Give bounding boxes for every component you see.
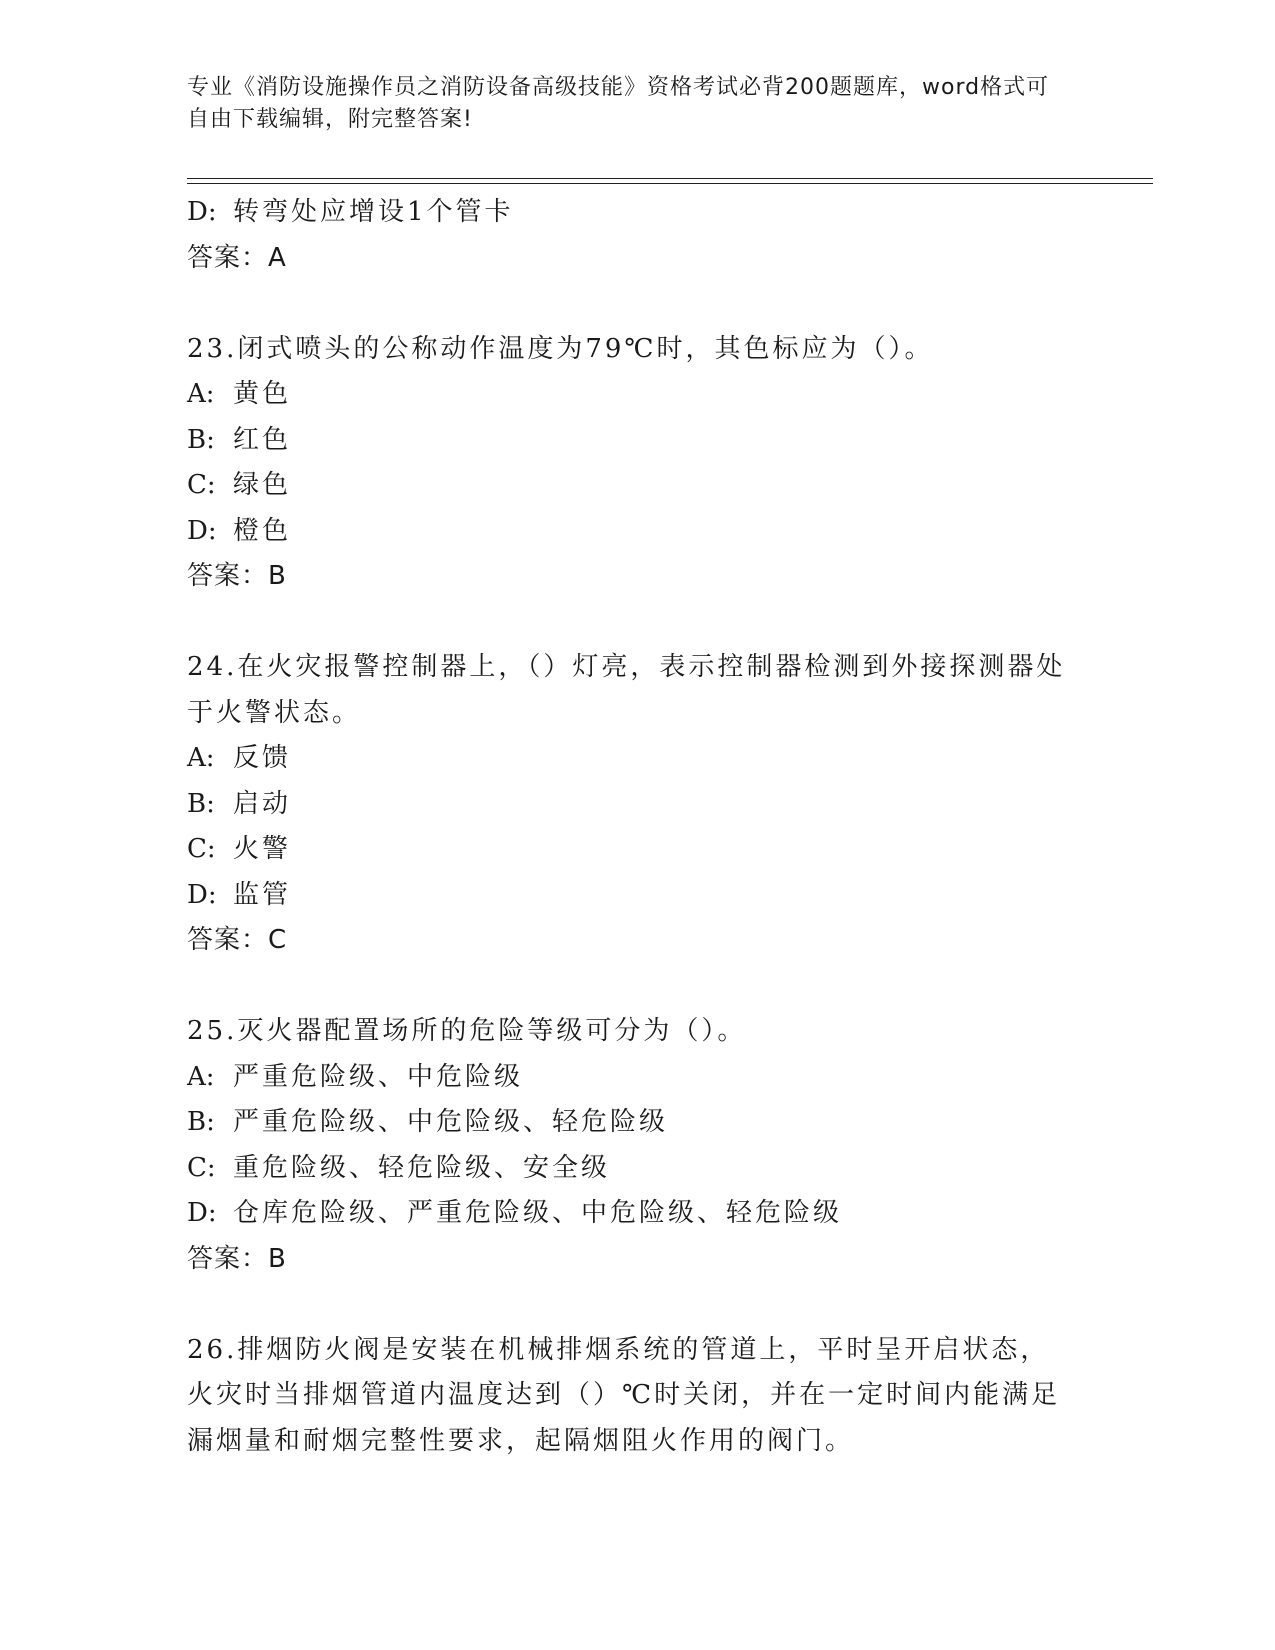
option-text: 仓库危险级、严重危险级、中危险级、轻危险级 (233, 1198, 843, 1228)
option-letter: D: (187, 197, 217, 227)
question-text: 24.在火灾报警控制器上，（）灯亮，表示控制器检测到外接探测器处于火警状态。 (187, 652, 1066, 728)
option-text: 启动 (233, 788, 292, 819)
option-d (187, 1191, 1087, 1237)
option-text: 黄色 (233, 379, 292, 409)
option-c (187, 1146, 1087, 1192)
option-letter: B: (187, 1107, 215, 1137)
document-body (187, 190, 1087, 1464)
option-letter: C: (187, 1152, 216, 1183)
option-d (187, 873, 1087, 919)
option-b (187, 782, 1087, 828)
option-text: 转弯处应增设1个管卡 (233, 197, 514, 227)
option-b (187, 418, 1087, 464)
option-text: 绿色 (233, 470, 292, 500)
option-c (187, 827, 1087, 873)
option-text: 严重危险级、中危险级 (233, 1061, 524, 1092)
question-answer: 答案：C (187, 925, 288, 955)
question-answer: 答案：B (187, 561, 287, 591)
document-header: 专业《消防设施操作员之消防设备高级技能》资格考试必背200题题库，word格式可自由下载编辑，附完整答案! (187, 75, 1050, 132)
prev-question-answer: 答案：A (187, 242, 287, 273)
prev-question-option-d (187, 190, 1087, 236)
question-23 (187, 327, 1087, 600)
question-text: 23.闭式喷头的公称动作温度为79℃时，其色标应为（）。 (187, 333, 934, 364)
option-a (187, 736, 1087, 782)
question-answer: 答案：B (187, 1243, 287, 1274)
option-a (187, 372, 1087, 418)
option-letter: D: (187, 1198, 217, 1228)
option-letter: A: (187, 743, 215, 773)
option-text: 红色 (233, 424, 292, 455)
option-letter: C: (187, 470, 216, 500)
header-rule-top (187, 178, 1153, 179)
option-letter: D: (187, 879, 217, 910)
option-letter: A: (187, 379, 215, 409)
option-d (187, 509, 1087, 555)
option-text: 橙色 (233, 515, 292, 546)
option-b (187, 1100, 1087, 1146)
option-c (187, 463, 1087, 509)
option-a (187, 1055, 1087, 1101)
option-text: 反馈 (233, 743, 292, 773)
question-26 (187, 1328, 1087, 1465)
question-24 (187, 645, 1087, 964)
header-rule-bottom (187, 183, 1153, 184)
option-letter: B: (187, 424, 215, 455)
option-letter: C: (187, 834, 216, 864)
option-text: 监管 (233, 879, 292, 910)
question-25 (187, 1009, 1087, 1282)
option-text: 火警 (233, 834, 292, 864)
option-letter: B: (187, 788, 215, 819)
question-text: 26.排烟防火阀是安装在机械排烟系统的管道上，平时呈开启状态，火灾时当排烟管道内温度达到（）℃时关闭，并在一定时间内能满足漏烟量和耐烟完整性要求，起隔烟阻火作用的阀门。 (187, 1334, 1061, 1456)
option-text: 重危险级、轻危险级、安全级 (233, 1152, 611, 1183)
option-letter: A: (187, 1061, 215, 1092)
option-text: 严重危险级、中危险级、轻危险级 (233, 1107, 669, 1137)
question-text: 25.灭火器配置场所的危险等级可分为（）。 (187, 1016, 747, 1046)
option-letter: D: (187, 515, 217, 546)
